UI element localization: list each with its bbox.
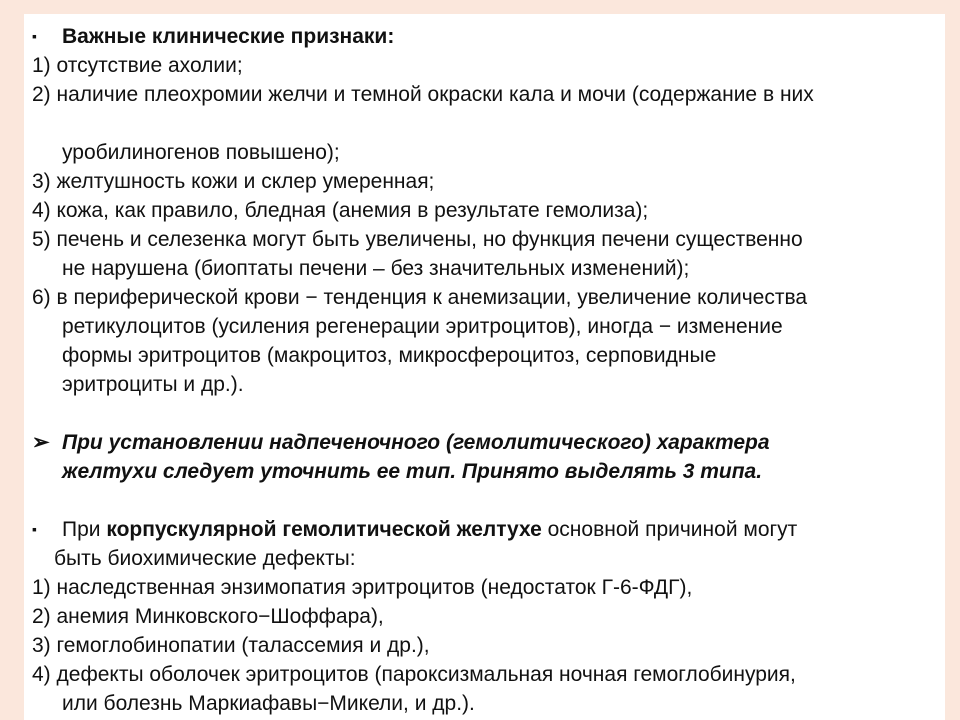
list-item: 3) желтушность кожи и склер умеренная;: [32, 170, 435, 193]
intro-suffix: основной причиной могут: [541, 518, 798, 541]
section-title: Важные клинические признаки:: [62, 25, 395, 48]
list-item: 4) дефекты оболочек эритроцитов (пароксизмальная ночная гемоглобинурия,: [32, 663, 796, 686]
list-item-continuation: формы эритроцитов (макроцитоз, микросфероцитоз, серповидные: [62, 344, 717, 367]
square-bullet-icon: ▪: [32, 521, 37, 537]
list-item: 3) гемоглобинопатии (талассемия и др.),: [32, 634, 430, 657]
intro-prefix: При: [62, 518, 107, 541]
list-item-continuation: ретикулоцитов (усиления регенерации эритроцитов), иногда − изменение: [62, 315, 783, 338]
slide-text: [32, 22, 938, 718]
list-item: 5) печень и селезенка могут быть увеличены, но функция печени существенно: [32, 228, 803, 251]
intro-continuation: быть биохимические дефекты:: [54, 547, 356, 570]
emphasis-line: [32, 428, 938, 457]
list-item: 6) в периферической крови − тенденция к анемизации, увеличение количества: [32, 286, 808, 309]
intro-term: корпускулярной гемолитической желтухе: [106, 518, 542, 541]
list-item: 4) кожа, как правило, бледная (анемия в результате гемолиза);: [32, 199, 649, 222]
square-bullet-icon: ▪: [32, 28, 37, 44]
list-item-continuation: или болезнь Маркиафавы−Микели, и др.).: [62, 692, 475, 715]
list-item: 1) отсутствие ахолии;: [32, 54, 243, 77]
section-title-line: [32, 22, 938, 51]
list-item: 1) наследственная энзимопатия эритроцитов (недостаток Г-6-ФДГ),: [32, 576, 693, 599]
emphasis-continuation: желтухи следует уточнить ее тип. Принято выделять 3 типа.: [62, 460, 763, 483]
emphasis-text: При установлении надпеченочного (гемолитического) характера: [62, 431, 770, 454]
list-item-continuation: не нарушена (биоптаты печени – без значительных изменений);: [62, 257, 690, 280]
corpuscular-intro-line: [32, 515, 938, 544]
list-item: 2) наличие плеохромии желчи и темной окраски кала и мочи (содержание в них: [32, 83, 814, 106]
list-item: 2) анемия Минковского−Шоффара),: [32, 605, 384, 628]
list-item-continuation: уробилиногенов повышено);: [62, 141, 340, 164]
arrow-bullet-icon: ➢: [32, 431, 50, 454]
list-item-continuation: эритроциты и др.).: [62, 373, 244, 396]
